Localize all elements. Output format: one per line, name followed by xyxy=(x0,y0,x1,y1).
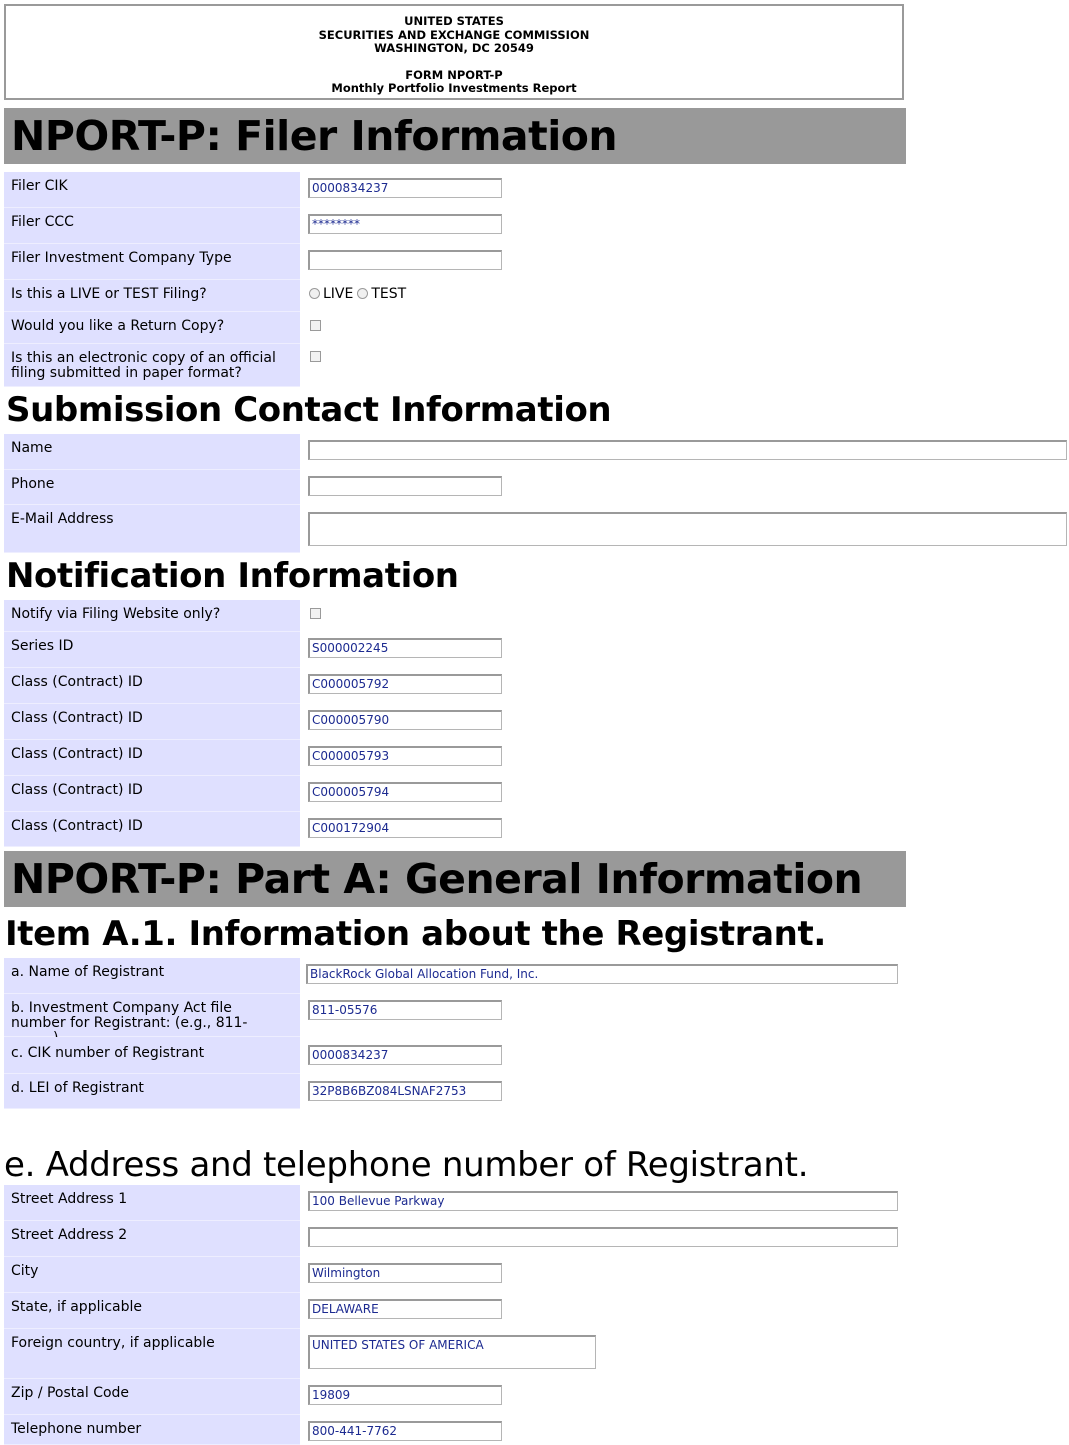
filer-ccc-input[interactable]: ******** xyxy=(308,214,502,234)
series-id-label: Series ID xyxy=(4,632,300,668)
class-id-label: Class (Contract) ID xyxy=(4,776,300,812)
telephone-input[interactable]: 800-441-7762 xyxy=(308,1421,502,1441)
test-radio[interactable] xyxy=(357,288,368,299)
street2-input[interactable] xyxy=(308,1227,898,1247)
contact-email-label: E-Mail Address xyxy=(4,505,300,553)
series-id-input[interactable]: S000002245 xyxy=(308,638,502,658)
header-line-2: SECURITIES AND EXCHANGE COMMISSION xyxy=(318,27,590,42)
class-id-label: Class (Contract) ID xyxy=(4,740,300,776)
zip-label: Zip / Postal Code xyxy=(4,1379,300,1415)
contact-name-label: Name xyxy=(4,434,300,470)
filer-information-heading: NPORT-P: Filer Information xyxy=(4,108,906,164)
website-only-label: Notify via Filing Website only? xyxy=(4,600,300,632)
test-option-label: TEST xyxy=(371,286,407,302)
class-id-label: Class (Contract) ID xyxy=(4,812,300,847)
notification-heading: Notification Information xyxy=(6,556,459,596)
file-number-input[interactable]: 811-05576 xyxy=(308,1000,502,1020)
lei-input[interactable]: 32P8B6BZ084LSNAF2753 xyxy=(308,1081,502,1101)
live-option-label: LIVE xyxy=(323,286,354,302)
state-input[interactable]: DELAWARE xyxy=(308,1299,502,1319)
live-radio[interactable] xyxy=(309,288,320,299)
country-input[interactable]: UNITED STATES OF AMERICA xyxy=(308,1335,596,1369)
electronic-copy-checkbox[interactable] xyxy=(310,351,321,362)
header-form-name: FORM NPORT-P xyxy=(405,67,503,82)
company-type-label: Filer Investment Company Type xyxy=(4,244,300,280)
country-label: Foreign country, if applicable xyxy=(4,1329,300,1379)
registrant-cik-label: c. CIK number of Registrant xyxy=(4,1037,300,1074)
city-label: City xyxy=(4,1257,300,1293)
company-type-input[interactable] xyxy=(308,250,502,270)
contact-phone-label: Phone xyxy=(4,470,300,505)
form-header xyxy=(4,4,904,100)
contact-email-input[interactable] xyxy=(308,512,1067,546)
state-label: State, if applicable xyxy=(4,1293,300,1329)
header-form-subtitle: Monthly Portfolio Investments Report xyxy=(331,81,577,95)
file-number-label: b. Investment Company Act file number for Registrant: (e.g., 811- xyxy=(4,994,300,1037)
class-id-label: Class (Contract) ID xyxy=(4,668,300,704)
registrant-name-label: a. Name of Registrant xyxy=(4,958,300,994)
part-a-heading: NPORT-P: Part A: General Information xyxy=(4,851,906,907)
street1-input[interactable]: 100 Bellevue Parkway xyxy=(308,1191,898,1211)
submission-contact-heading: Submission Contact Information xyxy=(6,390,612,430)
registrant-name-input[interactable]: BlackRock Global Allocation Fund, Inc. xyxy=(306,964,898,984)
header-line-3: WASHINGTON, DC 20549 xyxy=(374,41,534,55)
contact-name-input[interactable] xyxy=(308,440,1067,460)
electronic-copy-label: Is this an electronic copy of an official filing submitted in paper format? xyxy=(4,344,300,387)
class-id-input[interactable]: C000005792 xyxy=(308,674,502,694)
website-only-checkbox[interactable] xyxy=(310,608,321,619)
return-copy-checkbox[interactable] xyxy=(310,320,321,331)
registrant-cik-input[interactable]: 0000834237 xyxy=(308,1045,502,1065)
class-id-input[interactable]: C000005794 xyxy=(308,782,502,802)
contact-phone-input[interactable] xyxy=(308,476,502,496)
zip-input[interactable]: 19809 xyxy=(308,1385,502,1405)
live-test-label: Is this a LIVE or TEST Filing? xyxy=(4,280,300,312)
class-id-label: Class (Contract) ID xyxy=(4,704,300,740)
live-test-radio-group xyxy=(309,286,410,302)
telephone-label: Telephone number xyxy=(4,1415,300,1445)
street2-label: Street Address 2 xyxy=(4,1221,300,1257)
class-id-input[interactable]: C000005790 xyxy=(308,710,502,730)
address-heading: e. Address and telephone number of Registrant. xyxy=(4,1145,809,1185)
header-line-1: UNITED STATES xyxy=(404,14,504,28)
lei-label: d. LEI of Registrant xyxy=(4,1074,300,1109)
filer-cik-label: Filer CIK xyxy=(4,172,300,208)
city-input[interactable]: Wilmington xyxy=(308,1263,502,1283)
filer-cik-input[interactable]: 0000834237 xyxy=(308,178,502,198)
class-id-input[interactable]: C000172904 xyxy=(308,818,502,838)
filer-ccc-label: Filer CCC xyxy=(4,208,300,244)
return-copy-label: Would you like a Return Copy? xyxy=(4,312,300,344)
class-id-input[interactable]: C000005793 xyxy=(308,746,502,766)
street1-label: Street Address 1 xyxy=(4,1185,300,1221)
item-a1-heading: Item A.1. Information about the Registrant. xyxy=(5,914,826,954)
